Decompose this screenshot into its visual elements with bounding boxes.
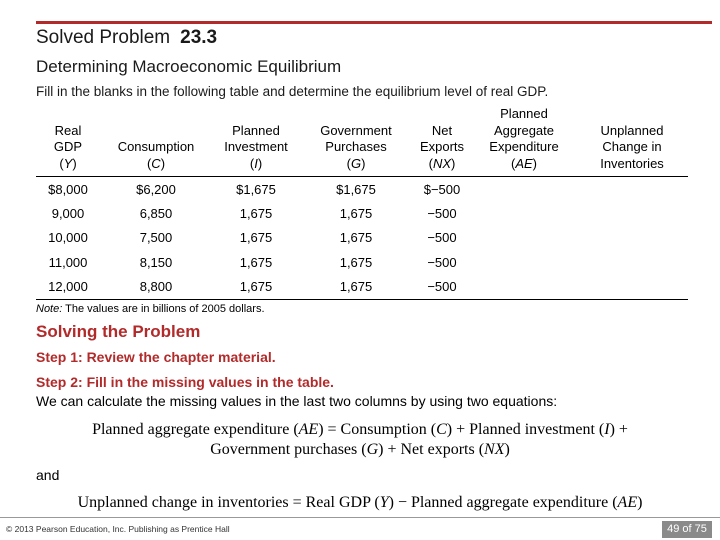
copyright-text: © 2013 Pearson Education, Inc. Publishing as Prentice Hall bbox=[6, 524, 230, 534]
cell-government: 1,675 bbox=[339, 230, 373, 246]
instruction-text: Fill in the blanks in the following table and determine the equilibrium level of real GDP. bbox=[36, 84, 549, 99]
cell-consumption: 7,500 bbox=[139, 230, 173, 246]
equation-inventories: Unplanned change in inventories = Real GDP (Y) − Planned aggregate expenditure (AE) bbox=[77, 494, 643, 511]
table-row bbox=[36, 177, 688, 202]
cell-government: 1,675 bbox=[339, 205, 373, 221]
cell-unplanned-change bbox=[576, 226, 688, 251]
cell-consumption: $6,200 bbox=[136, 181, 176, 197]
table-note: Note: The values are in billions of 2005 dollars. bbox=[36, 303, 265, 315]
calc-text: We can calculate the missing values in the last two columns by using two equations: bbox=[36, 393, 558, 409]
cell-planned-ae bbox=[472, 250, 576, 275]
cell-investment: 1,675 bbox=[239, 230, 273, 246]
header-net-exports: Net Exports (NX) bbox=[412, 106, 472, 177]
table-row bbox=[36, 250, 688, 275]
cell-unplanned-change bbox=[576, 201, 688, 226]
cell-net-exports: −500 bbox=[427, 254, 457, 270]
cell-investment: 1,675 bbox=[239, 254, 273, 270]
cell-real-gdp: $8,000 bbox=[48, 181, 88, 197]
step-1: Step 1: Review the chapter material. bbox=[36, 349, 276, 365]
cell-consumption: 6,850 bbox=[139, 205, 173, 221]
cell-real-gdp: 12,000 bbox=[36, 275, 100, 300]
cell-net-exports: −500 bbox=[427, 205, 457, 221]
page-number-badge: 49 of 75 bbox=[662, 521, 712, 538]
cell-investment: 1,675 bbox=[212, 275, 300, 300]
cell-unplanned-change bbox=[576, 275, 688, 300]
header-real-gdp: Real GDP (Y) bbox=[36, 106, 100, 177]
cell-investment: $1,675 bbox=[236, 181, 276, 197]
step-2: Step 2: Fill in the missing values in the table. bbox=[36, 374, 334, 390]
cell-real-gdp: 10,000 bbox=[48, 230, 88, 246]
cell-planned-ae bbox=[472, 177, 576, 202]
table-header-row bbox=[36, 106, 688, 177]
cell-planned-ae bbox=[472, 201, 576, 226]
header-planned-investment: Planned Investment (I) bbox=[212, 106, 300, 177]
cell-real-gdp: 11,000 bbox=[48, 254, 88, 270]
cell-government: 1,675 bbox=[300, 275, 412, 300]
cell-planned-ae bbox=[472, 275, 576, 300]
cell-consumption: 8,150 bbox=[139, 254, 173, 270]
cell-unplanned-change bbox=[576, 250, 688, 275]
cell-net-exports: −500 bbox=[412, 275, 472, 300]
header-planned-ae: Planned Aggregate Expenditure (AE) bbox=[472, 106, 576, 177]
table-row bbox=[36, 226, 688, 251]
solving-heading: Solving the Problem bbox=[36, 322, 201, 341]
footer-rule bbox=[0, 517, 720, 518]
header-government-purchases: Government Purchases (G) bbox=[300, 106, 412, 177]
cell-consumption: 8,800 bbox=[100, 275, 212, 300]
cell-unplanned-change bbox=[576, 177, 688, 202]
header-unplanned-inventories: Unplanned Change in Inventories bbox=[576, 106, 688, 177]
slide-title: Solved Problem 23.3 bbox=[36, 27, 218, 48]
cell-government: $1,675 bbox=[336, 181, 376, 197]
header-consumption: Consumption (C) bbox=[100, 106, 212, 177]
cell-net-exports: $−500 bbox=[423, 181, 461, 197]
problem-number: 23.3 bbox=[180, 27, 218, 48]
cell-net-exports: −500 bbox=[427, 230, 457, 246]
equation-ae: Planned aggregate expenditure (AE) = Consumption (C) + Planned investment (I) + Government purchases (G) + Net exports (NX) bbox=[92, 421, 628, 458]
title-rule bbox=[36, 21, 712, 24]
equilibrium-table bbox=[36, 106, 688, 300]
table-row bbox=[36, 275, 688, 300]
cell-government: 1,675 bbox=[339, 254, 373, 270]
cell-investment: 1,675 bbox=[239, 205, 273, 221]
and-text: and bbox=[36, 467, 60, 483]
table-row bbox=[36, 201, 688, 226]
slide-subtitle: Determining Macroeconomic Equilibrium bbox=[36, 57, 342, 76]
cell-planned-ae bbox=[472, 226, 576, 251]
cell-real-gdp: 9,000 bbox=[51, 205, 85, 221]
